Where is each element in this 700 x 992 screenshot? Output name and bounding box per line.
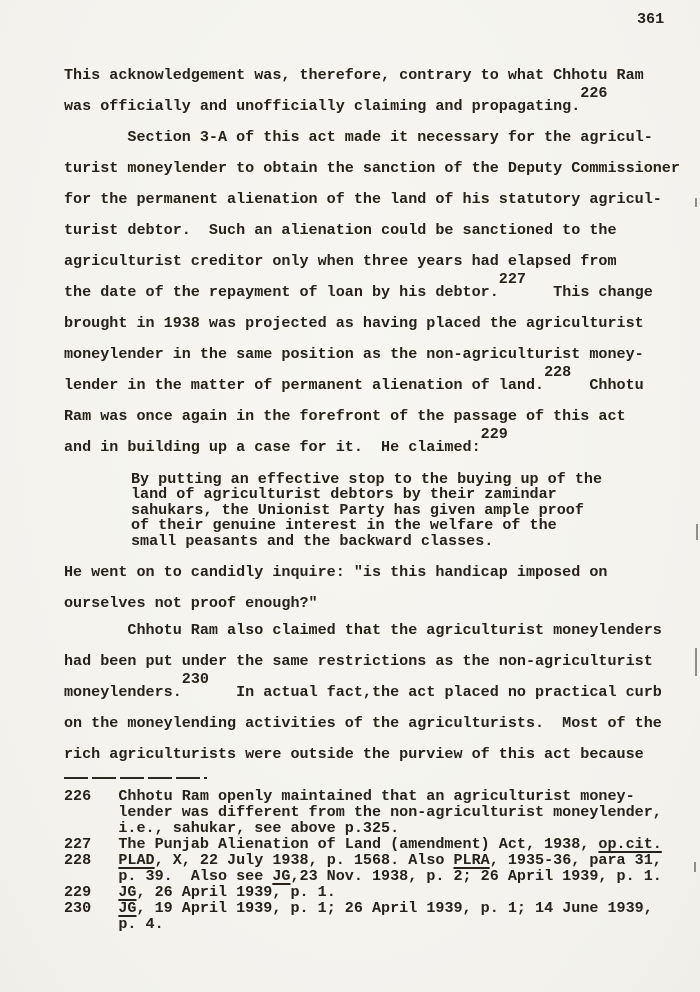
- text-segment: moneylender in the same position as the non-agriculturist money-: [64, 345, 644, 363]
- text-segment: i.e., sahukar, see above p.325.: [64, 819, 400, 837]
- text-line: [64, 615, 662, 646]
- text-line: [64, 184, 680, 215]
- text-segment: Ram was once again in the forefront of the passage of this act: [64, 407, 626, 425]
- underlined-citation: JG: [118, 899, 137, 917]
- text-line: [64, 557, 607, 588]
- text-segment: 229: [64, 883, 119, 901]
- text-segment: turist moneylender to obtain the sanction of the Deputy Commissioner: [64, 159, 680, 177]
- text-segment: 227 The Punjab Alienation of Land (amendment) Act, 1938,: [64, 835, 599, 853]
- text-segment: By putting an effective stop to the buying up of the: [131, 470, 603, 488]
- text-segment: turist debtor. Such an alienation could be sanctioned to the: [64, 221, 617, 239]
- text-segment: Section 3-A of this act made it necessary for the agricul-: [64, 128, 653, 146]
- underlined-citation: PLAD: [118, 851, 155, 869]
- underlined-citation: JG: [272, 867, 291, 885]
- text-line: [64, 788, 662, 804]
- footnotes: [64, 788, 662, 932]
- text-segment: brought in 1938 was projected as having placed the agriculturist: [64, 314, 644, 332]
- text-segment: on the moneylending activities of the agriculturists. Most of the: [64, 714, 662, 732]
- text-segment: This change: [525, 283, 653, 301]
- text-segment: small peasants and the backward classes.: [131, 531, 494, 550]
- scan-artifact: [695, 198, 697, 207]
- text-line: [64, 884, 662, 900]
- text-segment: sahukars, the Unionist Party has given ample proof: [131, 500, 584, 519]
- text-segment: lender in the matter of permanent alienation of land.: [64, 376, 545, 394]
- text-segment: In actual fact,the act placed no practical curb: [208, 683, 662, 701]
- text-segment: ourselves not proof enough?": [64, 594, 318, 612]
- text-segment: and in building up a case for it. He claimed:: [64, 438, 481, 456]
- footnote-reference: 229: [480, 425, 508, 443]
- text-segment: 226 Chhotu Ram openly maintained that an agriculturist money-: [64, 787, 635, 805]
- text-line: [64, 868, 662, 884]
- underlined-citation: PLRA: [453, 851, 490, 869]
- text-line: [64, 670, 662, 708]
- text-line: [64, 122, 680, 153]
- text-segment: , 19 April 1939, p. 1; 26 April 1939, p. 1; 14 June 1939,: [136, 899, 653, 917]
- text-line: [64, 804, 662, 820]
- text-line: [64, 401, 680, 432]
- text-segment: agriculturist creditor only when three years had elapsed from: [64, 252, 617, 270]
- scan-artifact: [694, 862, 696, 872]
- text-segment: , X, 22 July 1938, p. 1568. Also: [154, 851, 454, 869]
- text-segment: , 26 April 1939, p. 1.: [136, 883, 336, 901]
- text-segment: rich agriculturists were outside the purview of this act because: [64, 745, 644, 763]
- text-segment: p. 39. Also see: [64, 867, 273, 885]
- paragraph-main: [64, 60, 680, 463]
- text-line: [64, 836, 662, 852]
- text-segment: moneylenders.: [64, 683, 182, 701]
- text-line: [64, 84, 680, 122]
- text-segment: lender was different from the non-agriculturist moneylender,: [64, 803, 662, 821]
- text-line: [64, 900, 662, 916]
- text-line: [64, 820, 662, 836]
- text-line: [64, 270, 680, 308]
- text-segment: 230: [64, 899, 119, 917]
- text-line: [64, 339, 680, 370]
- paragraph-after-quote: [64, 557, 607, 619]
- text-line: [64, 852, 662, 868]
- text-segment: p. 4.: [64, 915, 164, 933]
- underlined-citation: op.cit.: [598, 835, 662, 853]
- block-quote: [131, 472, 602, 549]
- text-segment: , 1935-36, para 31,: [489, 851, 662, 869]
- scan-artifact: [696, 524, 698, 540]
- text-line: [64, 425, 680, 463]
- text-line: [64, 739, 662, 770]
- page-number: 361: [637, 10, 665, 28]
- text-segment: Chhotu Ram also claimed that the agriculturist moneylenders: [64, 621, 662, 639]
- footnote-divider: [64, 777, 207, 779]
- text-segment: of their genuine interest in the welfare of the: [131, 516, 557, 535]
- text-segment: 228: [64, 851, 119, 869]
- text-segment: land of agriculturist debtors by their zamindar: [131, 485, 557, 504]
- footnote-reference: 227: [498, 270, 526, 288]
- text-segment: Chhotu: [571, 376, 644, 394]
- text-segment: had been put under the same restrictions as the non-agriculturist: [64, 652, 653, 670]
- text-segment: the date of the repayment of loan by his debtor.: [64, 283, 499, 301]
- text-line: [64, 708, 662, 739]
- text-line: [64, 246, 680, 277]
- underlined-citation: JG: [118, 883, 137, 901]
- scan-artifact: [695, 648, 697, 676]
- text-segment: for the permanent alienation of the land of his statutory agricul-: [64, 190, 662, 208]
- text-segment: This acknowledgement was, therefore, contrary to what Chhotu Ram: [64, 66, 644, 84]
- text-segment: ,23 Nov. 1938, p. 2; 26 April 1939, p. 1.: [290, 867, 662, 885]
- text-line: [64, 363, 680, 401]
- text-line: [64, 916, 662, 932]
- text-line: [64, 215, 680, 246]
- text-segment: He went on to candidly inquire: "is this handicap imposed on: [64, 563, 608, 581]
- text-line: [64, 153, 680, 184]
- text-line: [64, 308, 680, 339]
- paragraph-closing: [64, 615, 662, 770]
- text-line: [64, 646, 662, 677]
- footnote-reference: 226: [580, 84, 608, 102]
- text-segment: was officially and unofficially claiming and propagating.: [64, 97, 581, 115]
- footnote-reference: 228: [544, 363, 572, 381]
- footnote-reference: 230: [181, 670, 209, 688]
- text-line: [131, 531, 602, 550]
